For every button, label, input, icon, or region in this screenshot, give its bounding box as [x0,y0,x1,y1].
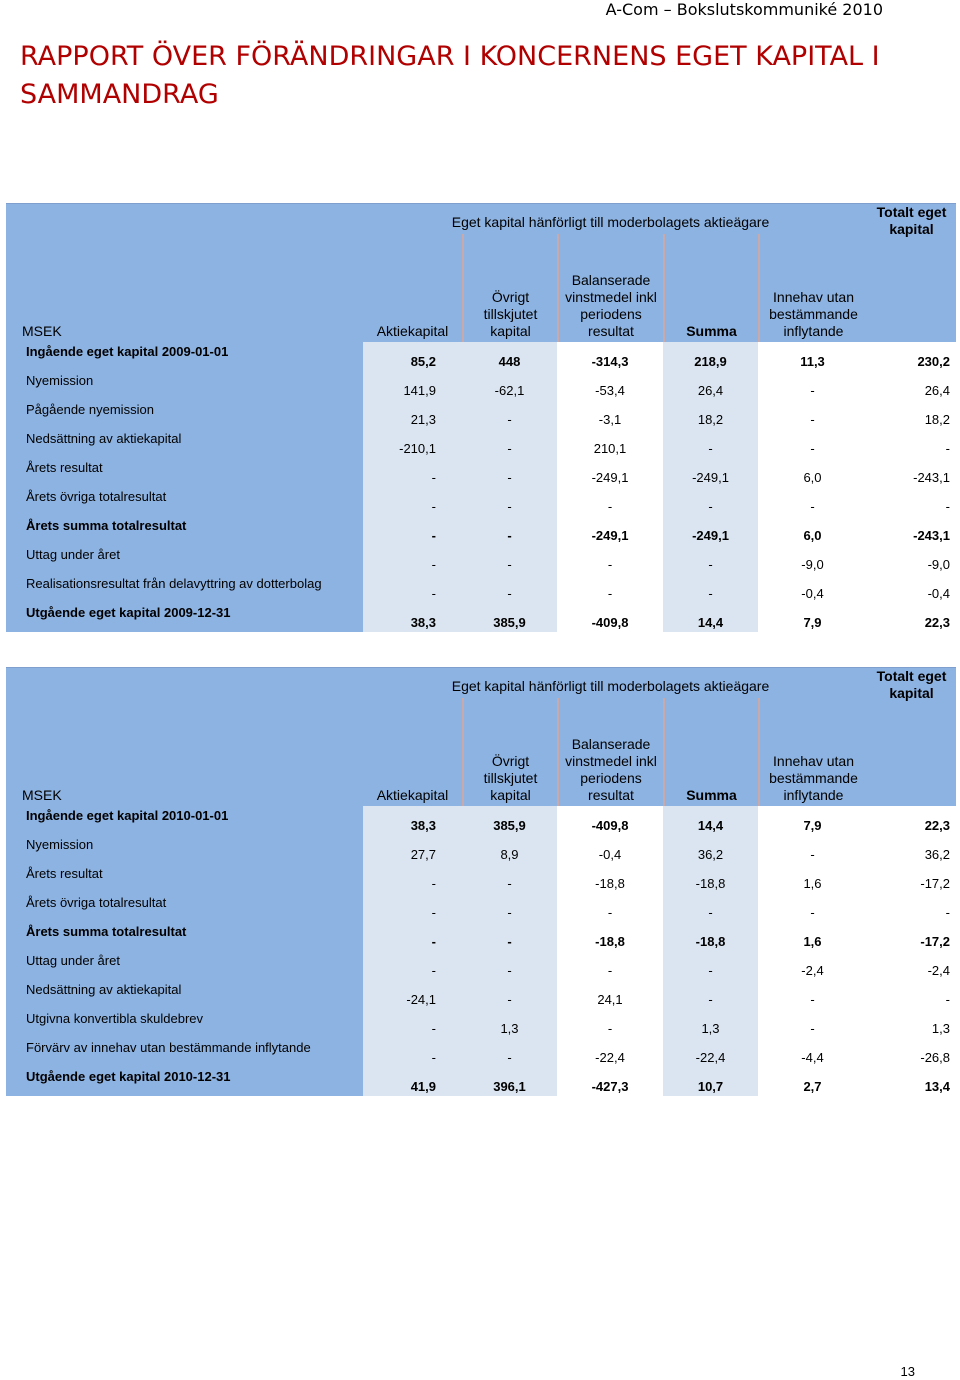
value-cell: 141,9 [363,371,462,400]
value-cell: -26,8 [867,1038,956,1067]
table-row [363,429,956,458]
value-cell: 26,4 [867,371,956,400]
row-label: Årets resultat [26,866,103,881]
value-cell: - [867,487,956,516]
value-cell: - [557,574,663,603]
table-row [363,980,956,1009]
row-label: Ingående eget kapital 2009-01-01 [26,344,229,359]
value-cell: - [758,371,867,400]
value-cell: 18,2 [867,400,956,429]
group-header: Eget kapital hänförligt till moderbolagets aktieägare [451,678,770,694]
col-header-ovrigt: Övrigt tillskjutet kapital [462,234,557,342]
row-label: Uttag under året [26,547,120,562]
value-cell: - [867,429,956,458]
row-label: Årets övriga totalresultat [26,489,167,504]
value-cell: 22,3 [867,806,956,835]
value-cell: 24,1 [557,980,663,1009]
row-label: Årets övriga totalresultat [26,895,167,910]
value-cell: 1,6 [758,922,867,951]
value-cell: - [663,574,758,603]
value-cell: -409,8 [557,603,663,632]
value-cell: -0,4 [557,835,663,864]
row-label: Nyemission [26,837,94,852]
value-cell: 38,3 [363,806,462,835]
value-cell: - [663,545,758,574]
value-cell: - [867,893,956,922]
value-cell: - [462,893,557,922]
value-cell: -314,3 [557,342,663,371]
row-label: Utgående eget kapital 2009-12-31 [26,605,231,620]
row-label: Utgivna konvertibla skuldebrev [26,1011,204,1026]
value-cell: - [462,400,557,429]
value-cell: 7,9 [758,806,867,835]
col-header-balanserade: Balanserade vinstmedel inkl periodens resultat [557,234,663,342]
value-cell: 1,3 [462,1009,557,1038]
value-cell: -249,1 [663,516,758,545]
value-cell: 41,9 [363,1067,462,1096]
value-cell: -18,8 [557,864,663,893]
col-header-innehav: Innehav utan bestämmande inflytande [758,698,867,806]
table-row [363,458,956,487]
value-cell: 385,9 [462,806,557,835]
value-cell: 1,3 [867,1009,956,1038]
value-cell: 14,4 [663,603,758,632]
value-cell: - [363,893,462,922]
equity-table-2009 [6,203,956,632]
row-values [363,806,956,1096]
value-cell: 385,9 [462,603,557,632]
value-cell: 36,2 [867,835,956,864]
row-label: Årets resultat [26,460,103,475]
value-cell: - [867,980,956,1009]
value-cell: -22,4 [663,1038,758,1067]
table-row [363,487,956,516]
value-cell: - [758,429,867,458]
row-label: Nedsättning av aktiekapital [26,431,182,446]
value-cell: -17,2 [867,922,956,951]
value-cell: -427,3 [557,1067,663,1096]
row-label: Nedsättning av aktiekapital [26,982,182,997]
value-cell: 396,1 [462,1067,557,1096]
value-cell: 85,2 [363,342,462,371]
value-cell: 38,3 [363,603,462,632]
table-row [363,1009,956,1038]
value-cell: - [758,893,867,922]
value-cell: 8,9 [462,835,557,864]
value-cell: 448 [462,342,557,371]
value-cell: - [363,951,462,980]
value-cell: - [462,545,557,574]
row-label: Utgående eget kapital 2010-12-31 [26,1069,231,1084]
row-label: Årets summa totalresultat [26,924,187,939]
value-cell: - [663,429,758,458]
table-row [363,400,956,429]
table-row [363,545,956,574]
value-cell: -62,1 [462,371,557,400]
table-row [363,864,956,893]
value-cell: -243,1 [867,516,956,545]
table-row [363,835,956,864]
value-cell: -4,4 [758,1038,867,1067]
value-cell: - [363,545,462,574]
value-cell: - [663,893,758,922]
value-cell: 13,4 [867,1067,956,1096]
value-cell: - [758,1009,867,1038]
value-cell: -22,4 [557,1038,663,1067]
value-cell: 2,7 [758,1067,867,1096]
value-cell: -249,1 [557,516,663,545]
row-values [363,342,956,632]
value-cell: - [758,400,867,429]
value-cell: - [363,1009,462,1038]
value-cell: - [462,429,557,458]
value-cell: 230,2 [867,342,956,371]
table-row [363,342,956,371]
value-cell: - [363,516,462,545]
value-cell: - [758,835,867,864]
row-label: Förvärv av innehav utan bestämmande inflytande [26,1040,311,1055]
table-row [363,893,956,922]
value-cell: -2,4 [867,951,956,980]
col-header-summa: Summa [663,698,758,806]
value-cell: -17,2 [867,864,956,893]
value-cell: 14,4 [663,806,758,835]
value-cell: 21,3 [363,400,462,429]
value-cell: - [557,893,663,922]
value-cell: - [758,980,867,1009]
value-cell: - [462,951,557,980]
value-cell: - [363,458,462,487]
col-header-aktiekapital: Aktiekapital [376,323,449,339]
table-row [363,1038,956,1067]
row-label: Pågående nyemission [26,402,154,417]
page-number: 13 [900,1364,915,1379]
document-header: A-Com – Bokslutskommuniké 2010 [605,0,883,19]
value-cell: - [462,487,557,516]
table-row [363,1067,956,1096]
value-cell: - [758,487,867,516]
value-cell: -18,8 [557,922,663,951]
row-labels [6,806,363,1096]
value-cell: -9,0 [867,545,956,574]
value-cell: 7,9 [758,603,867,632]
col-header-msek: MSEK [22,323,62,339]
col-header-totalt: Totalt eget kapital [876,668,947,701]
value-cell: - [557,951,663,980]
value-cell: 6,0 [758,458,867,487]
value-cell: 1,3 [663,1009,758,1038]
group-header: Eget kapital hänförligt till moderbolagets aktieägare [451,214,770,230]
col-header-balanserade: Balanserade vinstmedel inkl periodens resultat [557,698,663,806]
value-cell: - [663,951,758,980]
value-cell: -0,4 [867,574,956,603]
table-row [363,371,956,400]
col-header-totalt: Totalt eget kapital [876,204,947,237]
value-cell: -3,1 [557,400,663,429]
value-cell: -409,8 [557,806,663,835]
col-header-ovrigt: Övrigt tillskjutet kapital [462,698,557,806]
table-body [6,806,956,1096]
value-cell: - [462,574,557,603]
value-cell: -24,1 [363,980,462,1009]
value-cell: -53,4 [557,371,663,400]
page-title: RAPPORT ÖVER FÖRÄNDRINGAR I KONCERNENS EGET KAPITAL I SAMMANDRAG [20,41,880,110]
value-cell: -2,4 [758,951,867,980]
table-row [363,574,956,603]
value-cell: - [462,980,557,1009]
value-cell: - [462,516,557,545]
value-cell: -243,1 [867,458,956,487]
row-label: Nyemission [26,373,94,388]
table-row [363,516,956,545]
value-cell: 6,0 [758,516,867,545]
table-row [363,603,956,632]
table-row [363,806,956,835]
row-label: Ingående eget kapital 2010-01-01 [26,808,229,823]
row-label: Årets summa totalresultat [26,518,187,533]
table-header [6,203,956,342]
col-header-summa: Summa [663,234,758,342]
col-header-innehav: Innehav utan bestämmande inflytande [758,234,867,342]
value-cell: - [363,487,462,516]
value-cell: - [363,864,462,893]
row-label: Uttag under året [26,953,120,968]
value-cell: 22,3 [867,603,956,632]
value-cell: 1,6 [758,864,867,893]
value-cell: 36,2 [663,835,758,864]
value-cell: -249,1 [557,458,663,487]
value-cell: -210,1 [363,429,462,458]
value-cell: - [363,574,462,603]
value-cell: - [557,545,663,574]
value-cell: - [462,1038,557,1067]
value-cell: - [363,922,462,951]
table-row [363,922,956,951]
value-cell: 26,4 [663,371,758,400]
value-cell: - [462,458,557,487]
value-cell: 210,1 [557,429,663,458]
value-cell: -18,8 [663,864,758,893]
value-cell: 27,7 [363,835,462,864]
row-label: Realisationsresultat från delavyttring av dotterbolag [26,576,322,591]
col-header-aktiekapital: Aktiekapital [376,787,449,803]
value-cell: 10,7 [663,1067,758,1096]
value-cell: - [557,1009,663,1038]
value-cell: - [557,487,663,516]
row-labels [6,342,363,632]
value-cell: -249,1 [663,458,758,487]
table-row [363,951,956,980]
value-cell: -0,4 [758,574,867,603]
value-cell: -18,8 [663,922,758,951]
value-cell: 18,2 [663,400,758,429]
equity-table-2010 [6,667,956,1096]
value-cell: -9,0 [758,545,867,574]
value-cell: - [363,1038,462,1067]
value-cell: 11,3 [758,342,867,371]
value-cell: - [663,487,758,516]
value-cell: - [663,980,758,1009]
value-cell: 218,9 [663,342,758,371]
value-cell: - [462,864,557,893]
col-header-msek: MSEK [22,787,62,803]
table-body [6,342,956,632]
table-header [6,667,956,806]
value-cell: - [462,922,557,951]
